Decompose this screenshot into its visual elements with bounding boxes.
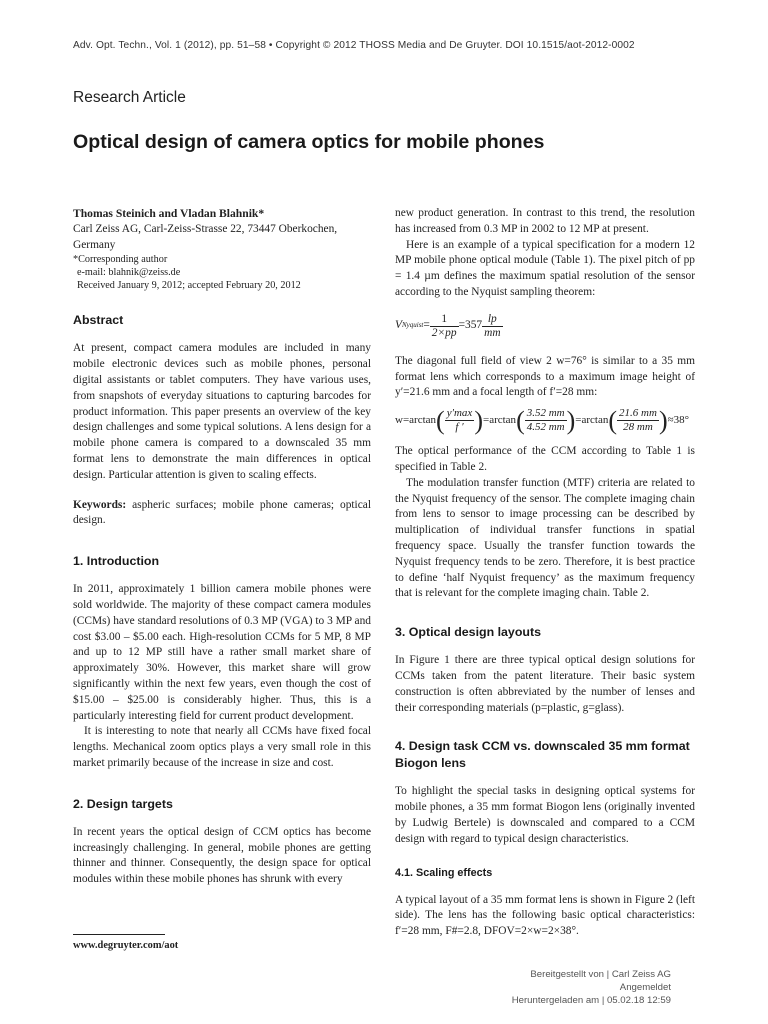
paper-title: Optical design of camera optics for mobile phones [73, 131, 545, 153]
eq1-lhs: V [395, 319, 402, 332]
author-list: Thomas Steinich and Vladan Blahnik* [73, 207, 265, 220]
keywords-label: Keywords: [73, 498, 127, 511]
download-stamp [512, 968, 671, 1007]
article-type-label: Research Article [73, 89, 186, 106]
specification-paragraph: Here is an example of a typical specification for a modern 12 MP mobile phone optical module (Table 1). The pixel pitch of pp = 1.4 µm defines the maximum spatial resolution of the sensor according to the Nyquist sampling theorem: [395, 238, 695, 298]
design-targets-paragraph-1: In recent years the optical design of CCM optics has become increasingly challenging. In general, mobile phones are getting thinner and thinner. Consequently, the design space for optical modules within these mobile phones has shrunk with every [73, 825, 371, 886]
section-heading-design-task: 4. Design task CCM vs. downscaled 35 mm format Biogon lens [395, 739, 690, 771]
download-stamp-date: Heruntergeladen am | 05.02.18 12:59 [511, 995, 671, 1006]
eq2-numerator-2: 3.52 mm [526, 407, 565, 420]
design-targets-continued: new product generation. In contrast to this trend, the resolution has increased from 0.3 MP in 2002 to 12 MP at present. [395, 207, 695, 235]
abstract-heading: Abstract [73, 313, 124, 328]
eq1-numerator-1: 1 [430, 313, 459, 327]
subsection-heading-scaling-effects: 4.1. Scaling effects [395, 866, 493, 879]
eq2-fraction-3 [617, 407, 659, 434]
right-column [395, 206, 695, 940]
eq1-denominator-1: 2×pp [431, 326, 457, 339]
layouts-paragraph: In Figure 1 there are three typical optical design solutions for CCMs taken from the patent literature. Their basic system construction is often abbreviated by the number of lenses and their corresponding materials (p=plastic, g=glass). [395, 654, 695, 714]
eq2-fraction-1 [445, 407, 475, 434]
eq2-paren-open-3: ( [608, 405, 618, 435]
abstract-text: At present, compact camera modules are included in many mobile electronic devices such as mobile phones, personal digital assistants or tablet computers. They have various uses, from snapshots of everyday situations to capturing barcodes for product information. This paper presents an overview of the key design challenges and some typical solutions. A lens design for a mobile phone camera is compared to a downscaled 35 mm format lens to demonstrate the main differences in optical design. Particular attention is given to scaling effects. [73, 342, 371, 481]
download-stamp-status: Angemeldet [619, 982, 671, 993]
section-heading-introduction: 1. Introduction [73, 554, 160, 569]
eq2-paren-open-1: ( [436, 405, 445, 435]
corresponding-author-block [73, 253, 371, 292]
download-stamp-provider: Bereitgestellt von | Carl Zeiss AG [530, 969, 671, 980]
eq2-denominator-3: 28 mm [623, 421, 653, 434]
intro-paragraph-1: In 2011, approximately 1 billion camera mobile phones were sold worldwide. The majority of these compact camera modules (CCMs) have standard resolutions of 0.3 MP (VGA) to 3 MP and cost $3.00 – $5.00 each. High-resolution CCMs for 5 MP, 8 MP and up to 12 MP still have a rather small market share of approximately 30%. However, this market share will grow significantly within the next few years, even though the cost of $15.00 – $25.00 is considerably higher. Thus, this is a particularly interesting field for current product development. [73, 583, 371, 722]
affiliation: Carl Zeiss AG, Carl-Zeiss-Strasse 22, 73447 Oberkochen, Germany [73, 222, 338, 251]
received-dates: Received January 9, 2012; accepted February 20, 2012 [77, 280, 301, 292]
keywords-line [73, 498, 371, 530]
corresponding-author-label: *Corresponding author [73, 254, 168, 266]
scaling-effects-paragraph: A typical layout of a 35 mm format lens is shown in Figure 2 (left side). The lens has the following basic optical characteristics: f′=28 mm, F#=2.8, DFOV=2×w=2×38°. [395, 893, 695, 938]
corresponding-email[interactable]: e-mail: blahnik@zeiss.de [77, 267, 181, 279]
intro-paragraph-2: It is interesting to note that nearly all CCMs have fixed focal lengths. Mechanical zoom optics plays a very small role in this market primarily because of the increase in size and cost. [73, 725, 371, 769]
keywords-text: aspheric surfaces; mobile phone cameras; optical design. [73, 498, 371, 527]
eq1-fraction-2 [482, 313, 502, 340]
optical-performance-paragraph: The optical performance of the CCM according to Table 1 is specified in Table 2. [395, 445, 695, 473]
eq2-fraction-2 [525, 407, 567, 434]
field-of-view-paragraph: The diagonal full field of view 2 w=76° is similar to a 35 mm format lens which corresponds to a maximum image height of y′=21.6 mm and a focal length of f′=28 mm: [395, 354, 695, 399]
section-heading-optical-design-layouts: 3. Optical design layouts [395, 625, 541, 640]
eq1-fraction-1 [430, 313, 459, 340]
eq2-equals-a: =arctan [482, 413, 517, 426]
eq2-lhs: w=arctan [395, 413, 437, 426]
eq2-equals-b: =arctan [575, 413, 609, 426]
nyquist-equation [395, 313, 695, 340]
eq2-denominator-1: f ′ [455, 421, 464, 434]
eq1-denominator-2: mm [484, 326, 501, 339]
eq1-result: =357 [458, 319, 483, 332]
eq2-denominator-2: 4.52 mm [526, 421, 565, 434]
eq2-numerator-1: y′max [446, 407, 473, 420]
publisher-url-link[interactable]: www.degruyter.com/aot [73, 940, 179, 951]
section-heading-design-targets: 2. Design targets [73, 796, 173, 811]
left-column [73, 206, 371, 888]
eq1-numerator-2: lp [482, 313, 502, 327]
eq2-paren-close-1: ) [474, 405, 483, 435]
eq1-subscript: Nyquist [401, 321, 424, 330]
eq2-numerator-3: 21.6 mm [619, 407, 657, 420]
half-field-angle-equation [395, 407, 695, 434]
eq2-result: ≈38° [667, 413, 690, 426]
mtf-paragraph: The modulation transfer function (MTF) criteria are related to the Nyquist frequency of the sensor. The complete imaging chain from lens to sensor to image processing can be described by multiplication of individual transfer functions in spatial frequency space. Usually the transfer function towards the Nyquist frequency tends to be zero. Therefore, it is best practice to define ‘half Nyquist frequency’ as the maximum frequency that is relevant for the complete imaging chain. Table 2. [395, 476, 695, 600]
design-task-paragraph: To highlight the special tasks in designing optical systems for mobile phones, a 35 mm format Biogon lens (originally invented by Ludwig Bertele) is downscaled and compared to a CCM design with regard to typical design characteristics. [395, 785, 695, 845]
eq2-paren-close-3: ) [658, 405, 668, 435]
eq1-equals: = [423, 319, 430, 332]
footer-rule [73, 934, 165, 935]
journal-citation-header: Adv. Opt. Techn., Vol. 1 (2012), pp. 51–58 • Copyright © 2012 THOSS Media and De Gruyter. DOI 10.1515/aot-2012-0002 [73, 40, 635, 51]
eq2-paren-close-2: ) [566, 405, 576, 435]
eq2-paren-open-2: ( [516, 405, 525, 435]
